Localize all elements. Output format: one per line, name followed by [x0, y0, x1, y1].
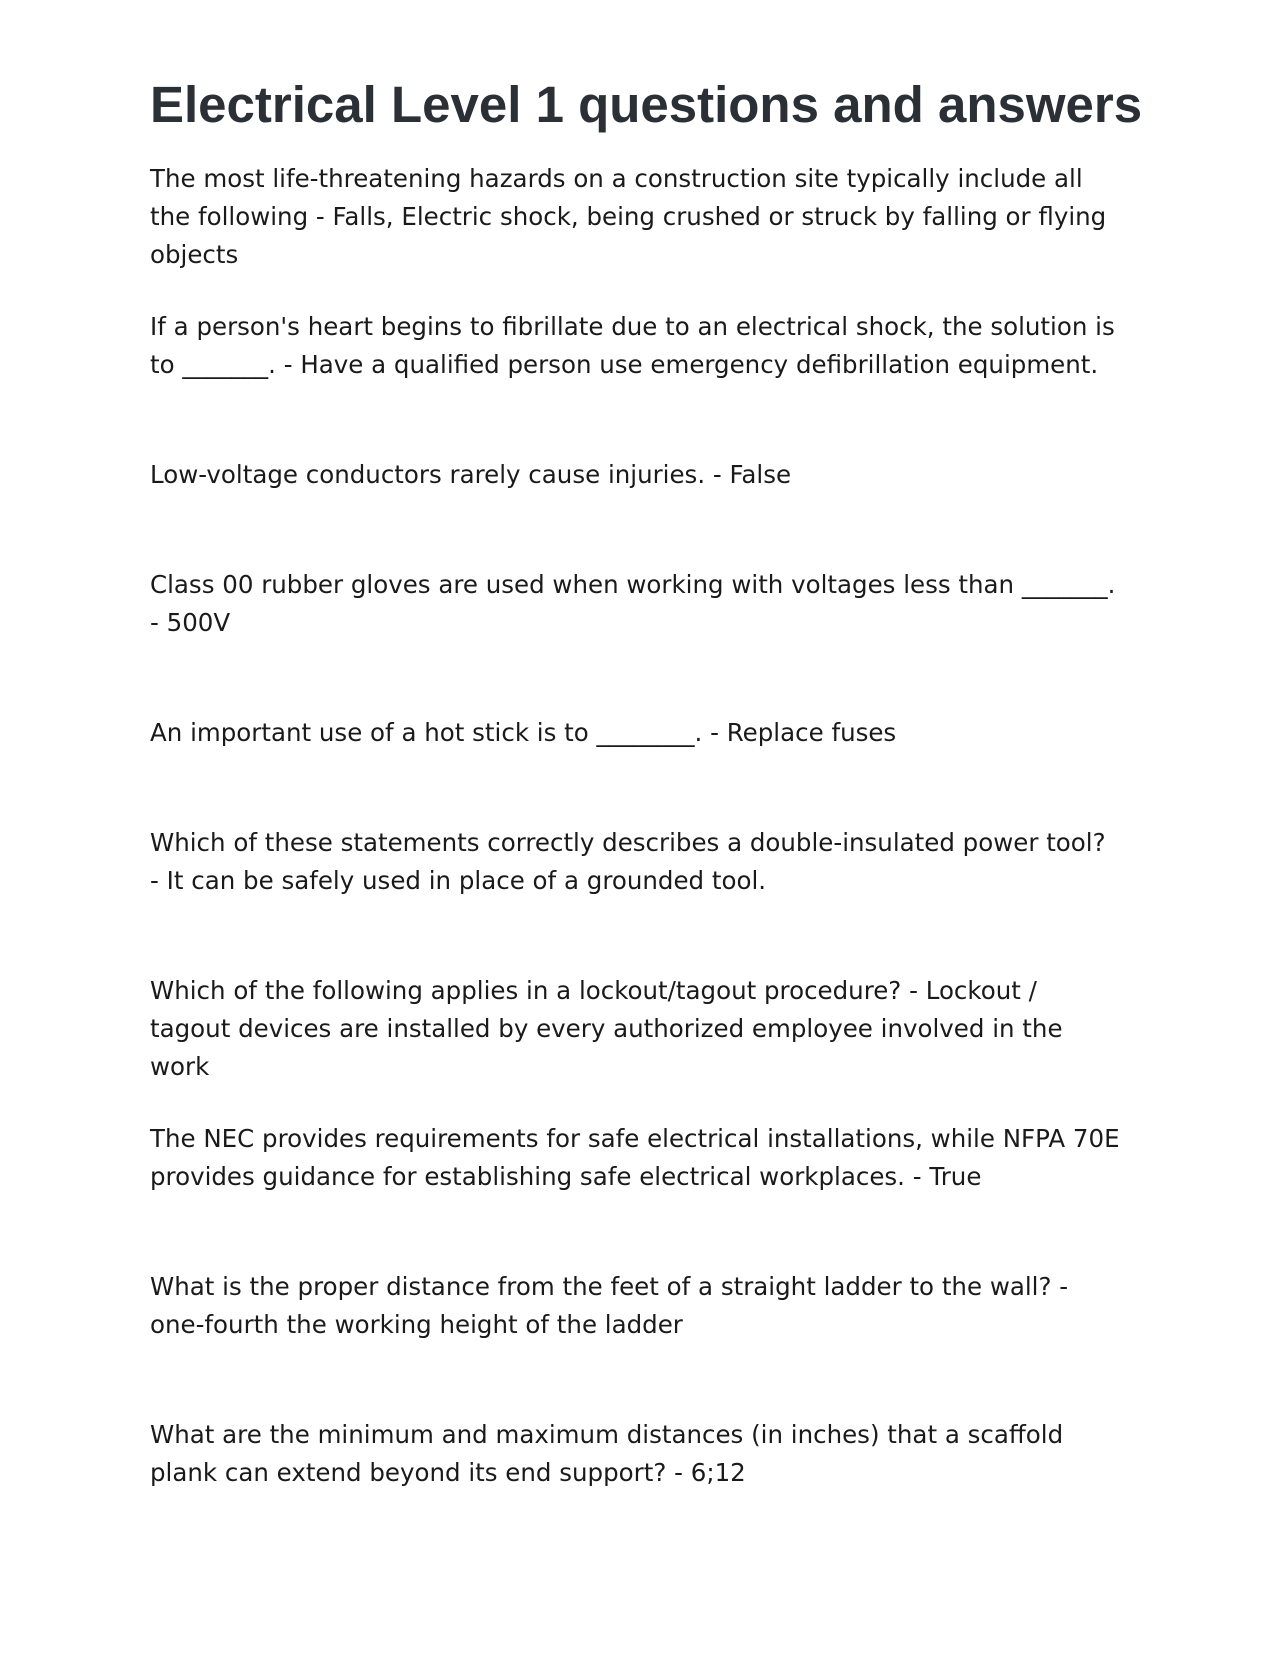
qa-item-2: If a person's heart begins to fibrillate due to an electrical shock, the solution is to _______. - Have a qualified person use emergency defibrillation equipment. [150, 312, 1115, 379]
qa-item-7: Which of the following applies in a lockout/tagout procedure? - Lockout / tagout devices are installed by every authorized employee involved in the work [150, 976, 1063, 1081]
qa-item-10: What are the minimum and maximum distances (in inches) that a scaffold plank can extend beyond its end support? - 6;12 [150, 1420, 1064, 1487]
qa-item-5: An important use of a hot stick is to ________. - Replace fuses [150, 718, 897, 747]
document-page [150, 0, 1143, 1656]
qa-item-1: The most life-threatening hazards on a construction site typically include all the following - Falls, Electric shock, being crushed or struck by falling or flying objects [150, 164, 1107, 269]
page-title: Electrical Level 1 questions and answers [150, 76, 1143, 133]
qa-item-8: The NEC provides requirements for safe electrical installations, while NFPA 70E provides guidance for establishing safe electrical workplaces. - True [150, 1124, 1120, 1191]
qa-item-4: Class 00 rubber gloves are used when working with voltages less than _______. - 500V [150, 570, 1116, 637]
qa-item-3: Low-voltage conductors rarely cause injuries. - False [150, 460, 792, 489]
qa-item-6: Which of these statements correctly describes a double-insulated power tool? - It can be safely used in place of a grounded tool. [150, 828, 1106, 895]
qa-item-9: What is the proper distance from the feet of a straight ladder to the wall? - one-fourth the working height of the ladder [150, 1272, 1069, 1339]
